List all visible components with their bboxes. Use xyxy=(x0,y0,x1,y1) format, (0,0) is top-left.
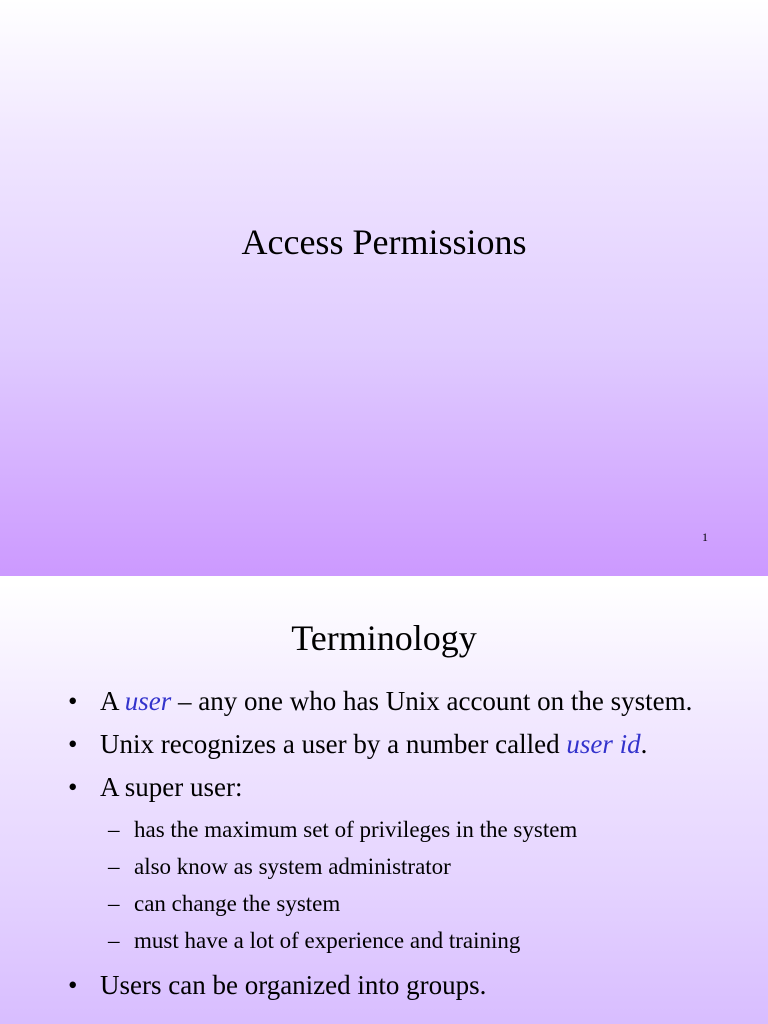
bullet-text: A xyxy=(100,686,125,716)
term-highlight: user id xyxy=(566,729,641,759)
bullet-item xyxy=(68,725,718,763)
slide-title: Access Permissions xyxy=(241,222,527,262)
bullet-text: Users can be organized into groups. xyxy=(100,970,487,1000)
bullet-icon: • xyxy=(68,970,78,1000)
bullet-text: Unix recognizes a user by a number called xyxy=(100,729,567,759)
bullet-icon: • xyxy=(68,729,78,759)
slide-title: Terminology xyxy=(291,618,477,658)
dash-icon: – xyxy=(108,928,120,953)
bullet-item xyxy=(68,682,718,720)
sub-item xyxy=(108,885,768,922)
sub-item xyxy=(108,848,768,885)
sub-item-text: has the maximum set of privileges in the system xyxy=(134,817,578,842)
slide-2 xyxy=(0,584,768,1024)
sub-item-text: must have a lot of experience and training xyxy=(134,928,521,953)
dash-icon: – xyxy=(108,891,120,916)
bullet-text: . xyxy=(640,729,648,759)
bullet-item xyxy=(68,966,718,1004)
sub-item xyxy=(108,922,768,959)
bullet-icon: • xyxy=(68,772,78,802)
sub-item-text: also know as system administrator xyxy=(134,854,451,879)
bullet-item xyxy=(68,768,718,806)
sub-list xyxy=(0,811,768,959)
dash-icon: – xyxy=(108,817,120,842)
bullet-icon: • xyxy=(68,686,78,716)
bullet-text: – any one who has Unix account on the system. xyxy=(171,686,693,716)
sub-item-text: can change the system xyxy=(134,891,341,916)
page-number: 1 xyxy=(702,530,708,544)
term-highlight: user xyxy=(124,686,172,716)
bullet-list xyxy=(0,682,768,1009)
dash-icon: – xyxy=(108,854,120,879)
sub-item xyxy=(108,811,768,848)
bullet-text: A super user: xyxy=(100,772,243,802)
